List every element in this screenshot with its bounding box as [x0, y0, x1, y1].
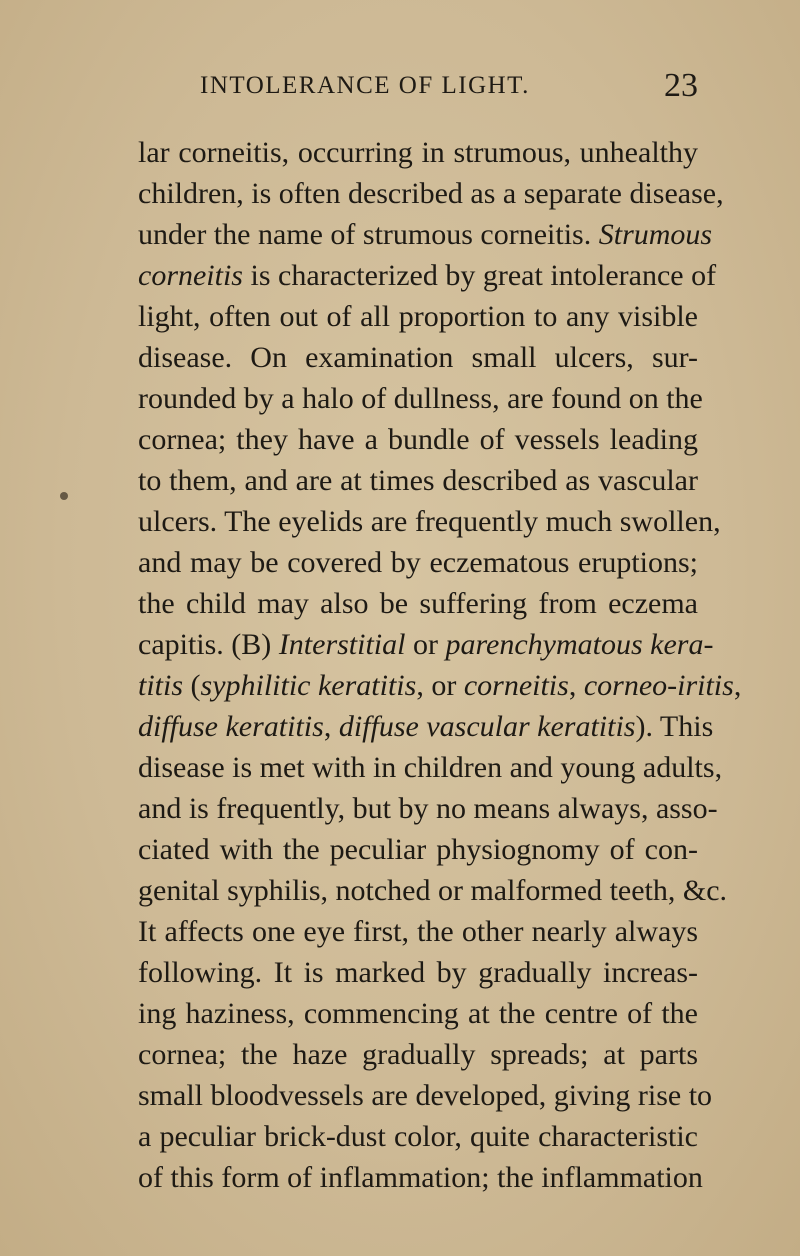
page-number: 23: [664, 67, 698, 104]
text-line-18: ciated with the peculiar physiognomy of con-: [138, 833, 698, 866]
text-line-14-g: corneo-iritis: [583, 669, 734, 702]
text-line-16: disease is met with in children and young adults,: [138, 751, 723, 784]
text-line-13: [138, 625, 714, 665]
text-line-22: ing haziness, commencing at the centre of the: [138, 997, 698, 1030]
text-line-3: [138, 215, 713, 255]
text-line-15-comma: ,: [323, 710, 332, 743]
text-line-9: to them, and are at times described as vascular: [138, 464, 698, 497]
text-line-26: of this form of inflammation; the inflammation: [138, 1161, 703, 1194]
text-line-14-h: ,: [733, 669, 742, 702]
running-title: INTOLERANCE OF LIGHT.: [200, 72, 530, 99]
text-line-3-italic: Strumous: [598, 218, 713, 251]
text-line-10: ulcers. The eyelids are frequently much swollen,: [138, 505, 721, 538]
text-line-13-roman: capitis. (B): [138, 628, 272, 661]
text-line-14-b: (: [190, 669, 201, 702]
text-line-5: light, often out of all proportion to any visible: [138, 300, 698, 333]
text-line-6: disease. On examination small ulcers, sur-: [138, 341, 698, 374]
text-line-3-roman: under the name of strumous corneitis.: [138, 218, 592, 251]
text-line-23: cornea; the haze gradually spreads; at parts: [138, 1038, 698, 1071]
text-line-20: It affects one eye first, the other nearly always: [138, 915, 698, 948]
text-line-1: lar corneitis, occurring in strumous, unhealthy: [138, 136, 698, 169]
text-line-14-a: titis: [138, 669, 184, 702]
text-line-25: a peculiar brick-dust color, quite characteristic: [138, 1120, 698, 1153]
text-line-14-c: syphilitic keratitis: [200, 669, 417, 702]
text-line-24: small bloodvessels are developed, giving rise to: [138, 1079, 713, 1112]
text-line-15-italic-b: diffuse vascular keratitis: [338, 710, 636, 743]
text-line-19: genital syphilis, notched or malformed teeth, &c.: [138, 874, 728, 907]
text-line-15: [138, 707, 714, 747]
text-line-4-italic: corneitis: [138, 259, 243, 292]
text-line-4-roman: is characterized by great intolerance of: [250, 259, 717, 292]
text-line-15-italic-a: diffuse keratitis: [138, 710, 324, 743]
page-header: [138, 66, 698, 106]
text-line-14: [138, 666, 742, 706]
text-line-13-italic-a: Interstitial: [278, 628, 406, 661]
text-line-21: following. It is marked by gradually increas-: [138, 956, 698, 989]
text-line-11: and may be covered by eczematous eruptions;: [138, 546, 698, 579]
text-line-14-e: corneitis: [463, 669, 569, 702]
text-line-17: and is frequently, but by no means always, asso-: [138, 792, 718, 825]
text-line-15-roman: ). This: [635, 710, 714, 743]
text-line-7: rounded by a halo of dullness, are found on the: [138, 382, 703, 415]
text-line-13-italic-b: parenchymatous kera-: [445, 628, 714, 661]
margin-ink-dot: [60, 492, 68, 500]
text-line-8: cornea; they have a bundle of vessels leading: [138, 423, 698, 456]
text-line-14-f: ,: [568, 669, 577, 702]
text-line-4: [138, 256, 717, 296]
text-line-12: the child may also be suffering from eczema: [138, 587, 698, 620]
text-line-2: children, is often described as a separate disease,: [138, 177, 724, 210]
text-line-14-d: , or: [416, 669, 457, 702]
text-line-13-or: or: [412, 628, 438, 661]
